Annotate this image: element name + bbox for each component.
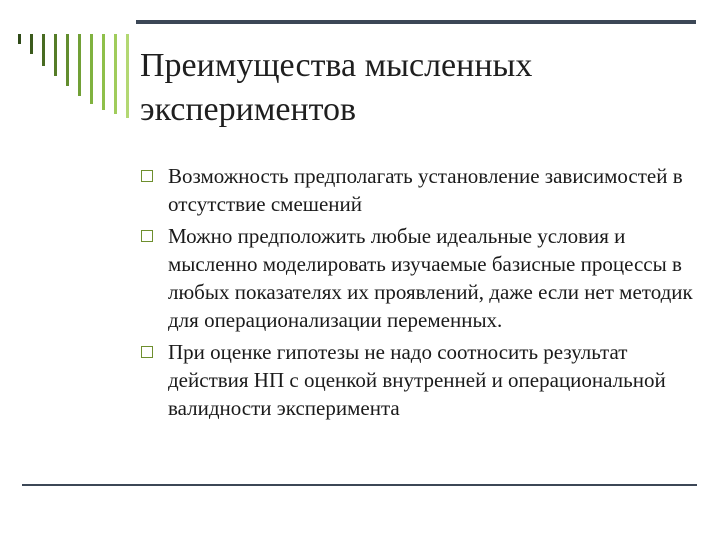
hollow-square-icon	[141, 230, 153, 242]
bottom-rule	[22, 484, 697, 486]
bullet-text: Можно предположить любые идеальные условия и мысленно моделировать изучаемые базисные процессы в любых показателях их проявлений, даже если нет методик для операционализации переменных.	[168, 224, 693, 332]
bullet-item	[140, 338, 700, 422]
hollow-square-icon	[141, 346, 153, 358]
top-rule	[136, 20, 696, 24]
decor-bar	[66, 34, 69, 86]
bullet-text: При оценке гипотезы не надо соотносить результат действия НП с оценкой внутренней и операциональной валидности эксперимента	[168, 340, 666, 420]
slide-title: Преимущества мысленных экспериментов	[140, 47, 533, 128]
bullet-text: Возможность предполагать установление зависимостей в отсутствие смешений	[168, 164, 683, 216]
bullet-list	[140, 162, 700, 426]
hollow-square-icon	[141, 170, 153, 182]
decor-bar	[18, 34, 21, 44]
decor-bar	[90, 34, 93, 104]
decor-bar	[126, 34, 129, 118]
decor-bar	[78, 34, 81, 96]
decor-bar	[42, 34, 45, 66]
decor-bar	[54, 34, 57, 76]
decor-bar	[102, 34, 105, 110]
decor-bar	[114, 34, 117, 114]
bullet-item	[140, 162, 700, 218]
decor-bar	[30, 34, 33, 54]
decorative-bars	[0, 0, 140, 120]
bullet-item	[140, 222, 700, 334]
